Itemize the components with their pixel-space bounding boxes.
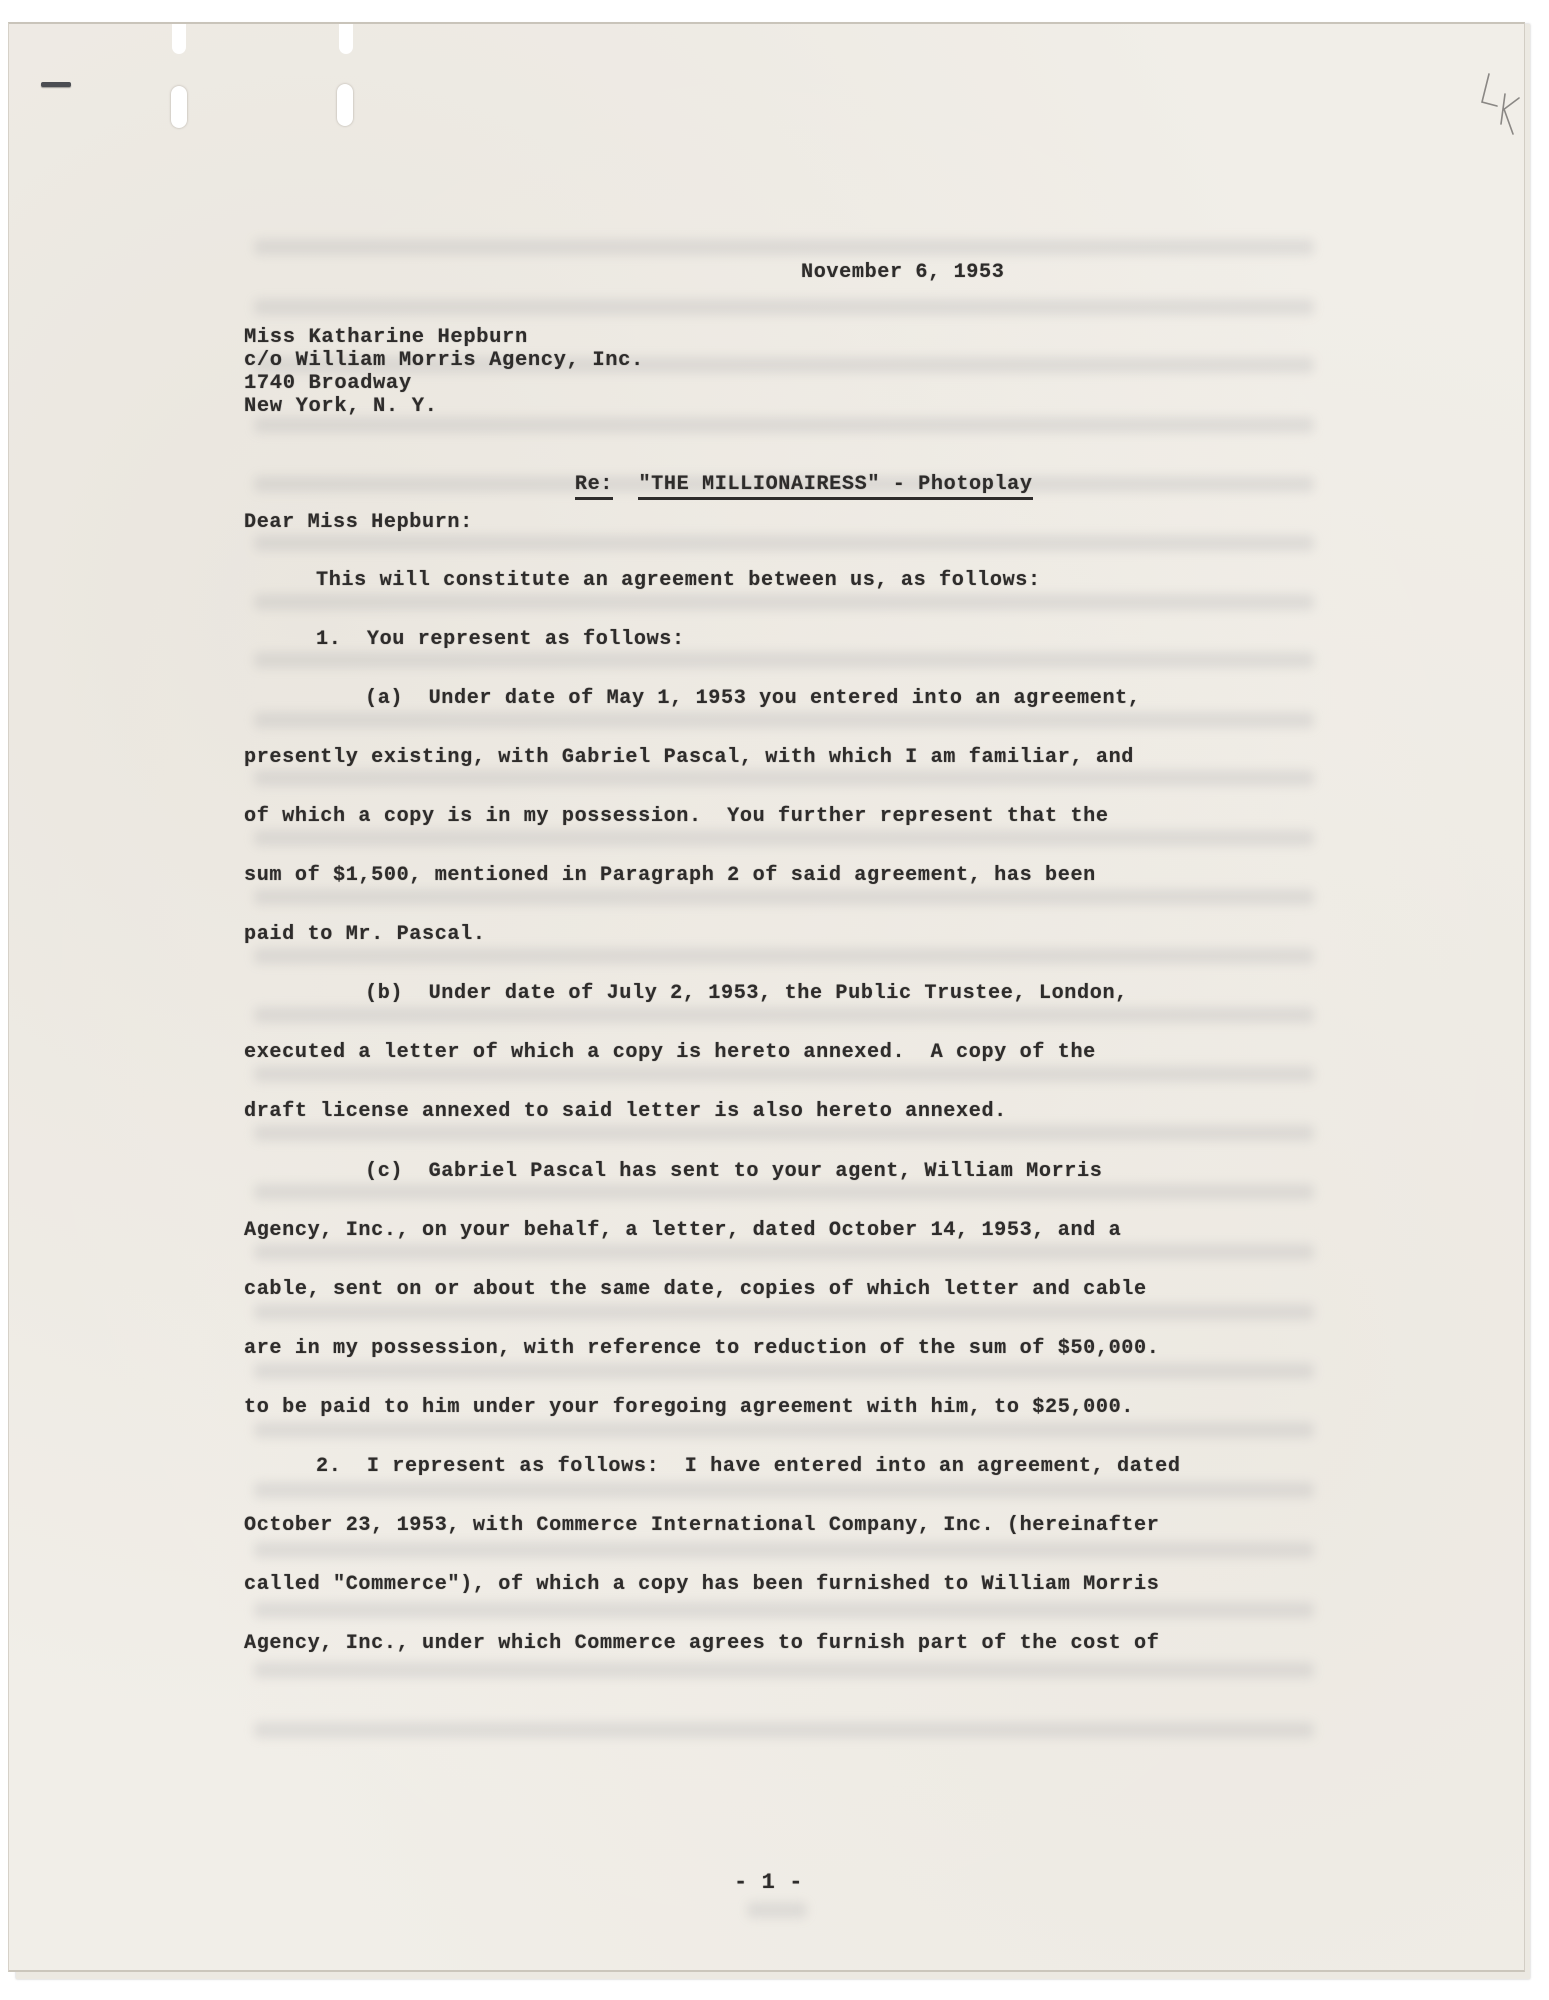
letter-date: November 6, 1953 [801,261,1005,284]
body-line: October 23, 1953, with Commerce International Company, Inc. (hereinafter [244,1514,1160,1537]
subject-prefix: Re: [575,473,613,500]
body-line: (a) Under date of May 1, 1953 you entered into an agreement, [365,687,1141,710]
body-line: of which a copy is in my possession. You further represent that the [244,805,1109,828]
body-line: Agency, Inc., under which Commerce agrees to furnish part of the cost of [244,1632,1160,1655]
bleed-through-line [254,1066,1314,1082]
body-line: sum of $1,500, mentioned in Paragraph 2 of said agreement, has been [244,864,1096,887]
punch-hole-right [337,84,353,126]
handwritten-initials-mark [1479,54,1525,144]
bleed-through-line [254,1722,1314,1738]
punch-notch-left [172,22,186,54]
body-line: called "Commerce"), of which a copy has been furnished to William Morris [244,1573,1160,1596]
punch-hole-left [171,86,187,128]
bleed-through-line [254,1125,1314,1141]
bleed-through-line [254,1363,1314,1379]
bleed-through-page-number [747,1902,807,1918]
bleed-through-line [254,1482,1314,1498]
page-number: - 1 - [734,1870,804,1895]
body-line: This will constitute an agreement between us, as follows: [316,569,1041,592]
bleed-through-line [254,594,1314,610]
bleed-through-line [254,1602,1314,1618]
subject-gap [613,473,638,496]
body-line: to be paid to him under your foregoing agreement with him, to $25,000. [244,1396,1135,1419]
bleed-through-line [254,889,1314,905]
bleed-through-line [254,1007,1314,1023]
bleed-through-line [254,652,1314,668]
bleed-through-line [254,417,1314,433]
recipient-name: Miss Katharine Hepburn [244,326,528,349]
punch-notch-right [339,22,353,54]
bleed-through-line [254,1244,1314,1260]
letter-page [8,22,1525,1972]
bleed-through-line [254,830,1314,846]
body-line: are in my possession, with reference to reduction of the sum of $50,000. [244,1337,1160,1360]
bleed-through-line [254,299,1314,315]
body-line: paid to Mr. Pascal. [244,923,486,946]
body-line: draft license annexed to said letter is also hereto annexed. [244,1100,1007,1123]
bleed-through-line [254,1184,1314,1200]
subject-line [524,452,1033,518]
bleed-through-line [254,1422,1314,1438]
bleed-through-line [254,239,1314,255]
staple-mark [41,82,71,87]
bleed-through-line [254,1662,1314,1678]
bleed-through-line [254,1542,1314,1558]
recipient-care-of: c/o William Morris Agency, Inc. [244,349,644,372]
body-line: (c) Gabriel Pascal has sent to your agent, William Morris [365,1160,1103,1183]
body-line: executed a letter of which a copy is hereto annexed. A copy of the [244,1041,1096,1064]
bleed-through-line [254,535,1314,551]
body-line: (b) Under date of July 2, 1953, the Public Trustee, London, [365,982,1128,1005]
bleed-through-line [254,712,1314,728]
body-line: 1. You represent as follows: [316,628,685,651]
subject-title: "THE MILLIONAIRESS" - Photoplay [638,473,1032,500]
recipient-city: New York, N. Y. [244,395,438,418]
bleed-through-line [254,770,1314,786]
body-line: Agency, Inc., on your behalf, a letter, dated October 14, 1953, and a [244,1219,1122,1242]
body-line: presently existing, with Gabriel Pascal, with which I am familiar, and [244,746,1135,769]
bleed-through-line [254,948,1314,964]
recipient-street: 1740 Broadway [244,372,412,395]
body-line: 2. I represent as follows: I have entered into an agreement, dated [316,1455,1181,1478]
body-line: cable, sent on or about the same date, copies of which letter and cable [244,1278,1147,1301]
salutation: Dear Miss Hepburn: [244,511,473,534]
bleed-through-line [254,1304,1314,1320]
